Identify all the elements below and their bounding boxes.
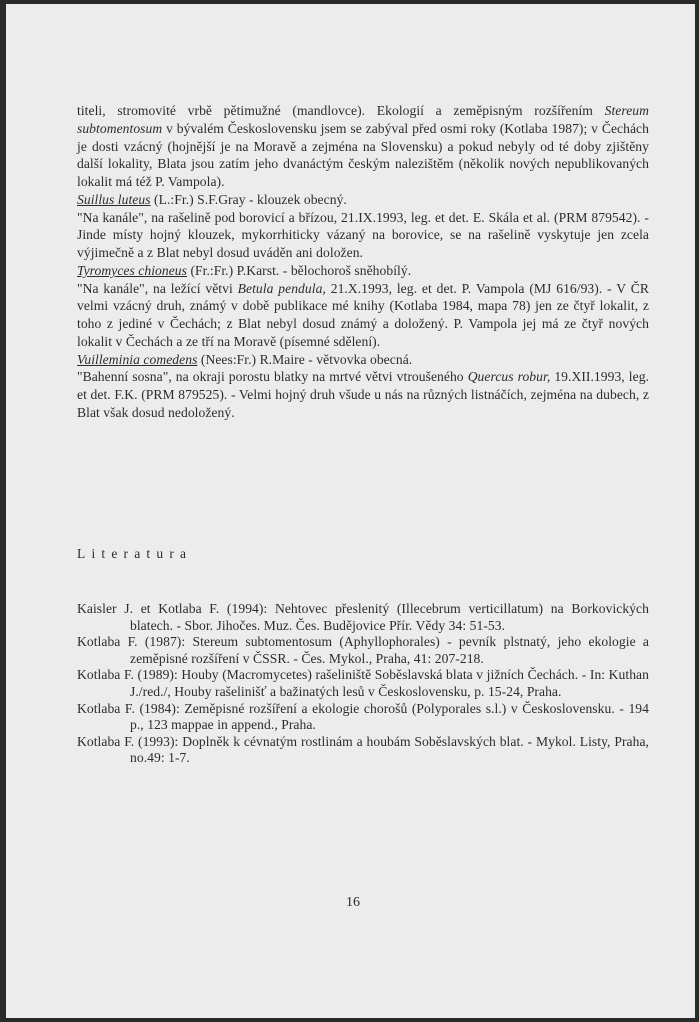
species-name: Suillus luteus xyxy=(77,191,151,207)
species-name: Tyromyces chioneus xyxy=(77,262,187,278)
host-name: Quercus robur, xyxy=(467,369,551,385)
page-number: 16 xyxy=(346,895,360,910)
reference-item: Kotlaba F. (1984): Zeměpisné rozšíření a ekologie chorošů (Polyporales s.l.) v Československu. - 194 p., 123 mappae in append., Praha. xyxy=(77,700,649,733)
finding-record: "Na kanále", na rašelině pod borovicí a břízou, 21.IX.1993, leg. et det. E. Skála et al. (PRM 879542). - Jinde místy hojný klouzek, mykorrhiticky vázaný na borovice, se na rašelině vyskytuje jen zcela výjimečně a z Blat nebyl dosud uváděn ani doložen. xyxy=(77,209,649,260)
species-name: Vuilleminia comedens xyxy=(77,351,198,367)
document-page xyxy=(6,4,695,1018)
literature-heading: Literatura xyxy=(77,546,193,561)
finding-species-line: Tyromyces chioneus (Fr.:Fr.) P.Karst. - bělochoroš sněhobílý. xyxy=(77,262,412,278)
body-text xyxy=(77,102,649,422)
reference-item: Kaisler J. et Kotlaba F. (1994): Nehtovec přeslenitý (Illecebrum verticillatum) na Borkovických blatech. - Sbor. Jihočes. Muz. Čes. Budějovice Přír. Vědy 34: 51-53. xyxy=(77,601,649,633)
reference-item: Kotlaba F. (1993): Doplněk k cévnatým rostlinám a houbám Soběslavských blat. - Mykol. Listy, Praha, no.49: 1-7. xyxy=(77,733,649,766)
reference-item: Kotlaba F. (1989): Houby (Macromycetes) rašeliniště Soběslavská blata v jižních Čechách. - In: Kuthan J./red./, Houby rašelinišť a bažinatých lesů v Československu, p. 15-24, Praha. xyxy=(77,667,649,699)
finding-record: "Na kanále", na ležící větvi Betula pendula, 21.X.1993, leg. et det. P. Vampola (MJ 616/93). - V ČR velmi vzácný druh, známý v době publikace mé knihy (Kotlaba 1984, mapa 78) jen ze čtyř lokalit, z toho z jediné v Čechách; z Blat nebyl dosud známý a doložený. P. Vampola jej má ze čtyř nových lokalit v Čechách a ze tří na Moravě (písemné sdělení). xyxy=(77,280,649,349)
finding-species-line: Vuilleminia comedens (Nees:Fr.) R.Maire - větvovka obecná. xyxy=(77,351,413,367)
species-name: Stereum subtomentosum xyxy=(77,103,649,136)
finding-species-line: Suillus luteus (L.:Fr.) S.F.Gray - klouzek obecný. xyxy=(77,191,347,207)
reference-list xyxy=(77,601,649,767)
host-name: Betula pendula, xyxy=(237,280,326,296)
intro-paragraph: titeli, stromovité vrbě pětimužné (mandlovce). Ekologií a zeměpisným rozšířením Stereum subtomentosum v bývalém Československu jsem se zabýval před osmi roky (Kotlaba 1987); v Čechách je dosti vzácný (hojnější je na Moravě a zejména na Slovensku) a pokud nebyly od té doby zjištěny další lokality, Blata jsou zatím jeho dvanáctým českým nalezištěm (několik nových nepublikovaných lokalit má též P. Vampola). xyxy=(77,103,649,189)
finding-record: "Bahenní sosna", na okraji porostu blatky na mrtvé větvi vtroušeného Quercus robur, 19.XII.1993, leg. et det. F.K. (PRM 879525). - Velmi hojný druh všude u nás na různých listnáčích, zejména na dubech, z Blat však dosud nedoložený. xyxy=(77,369,649,420)
reference-item: Kotlaba F. (1987): Stereum subtomentosum (Aphyllophorales) - pevník plstnatý, jeho ekologie a zeměpisné rozšíření v ČSSR. - Čes. Mykol., Praha, 41: 207-218. xyxy=(77,634,649,666)
